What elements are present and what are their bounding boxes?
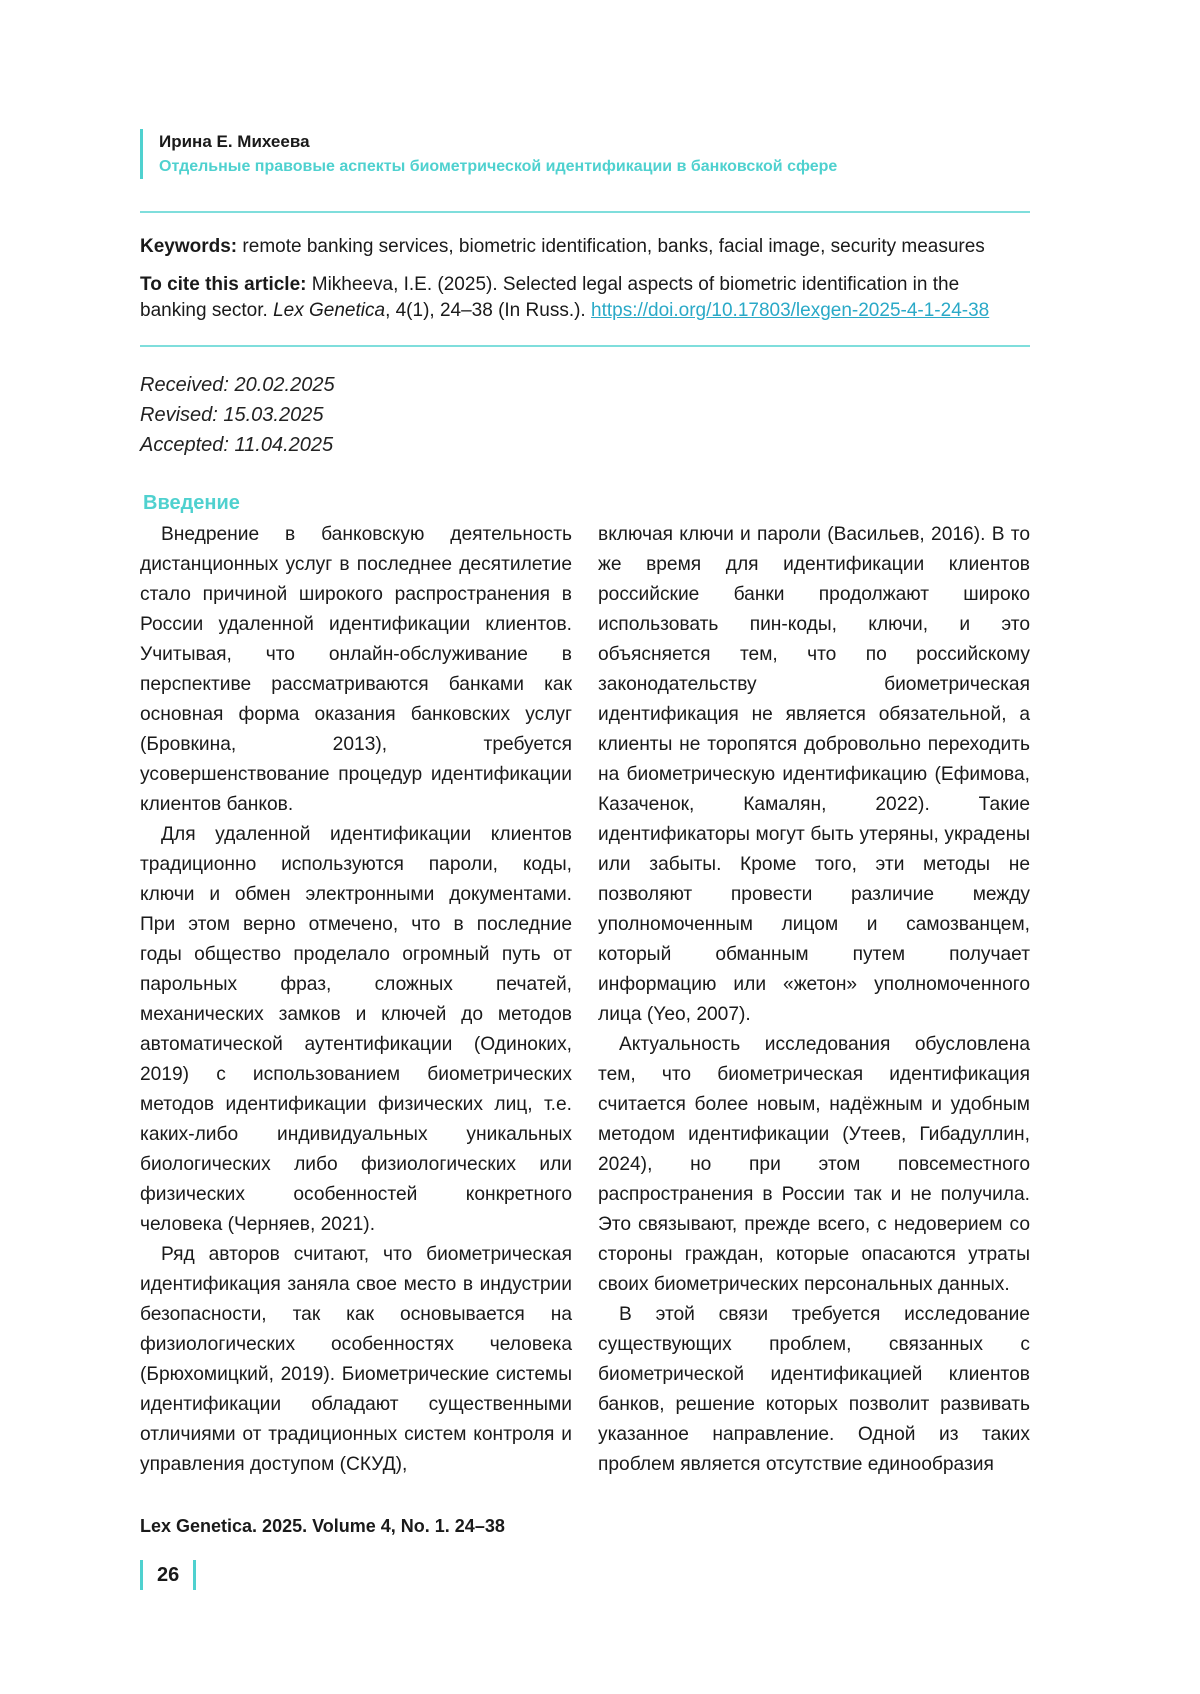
page-number: 26 [140,1560,196,1590]
running-title: Отдельные правовые аспекты биометрической идентификации в банковской сфере [159,158,838,175]
citation-block [140,272,1030,324]
keywords-label: Keywords: [140,236,238,257]
citation-text: Mikheeva, I.E. (2025). Selected legal aspects of biometric identification in the banking sector. [140,274,960,321]
bottom-divider [140,345,1030,347]
running-head [140,129,837,179]
received-date: Received: 20.02.2025 [140,374,335,396]
section-heading: Введение [143,492,240,514]
paragraph: Актуальность исследования обусловлена тем, что биометрическая идентификация считается более новым, надёжным и удобным методом идентификации (Утеев, Гибадуллин, 2024), но при этом повсеместного распространения в России так и не получила. Это связывают, прежде всего, с недоверием со стороны граждан, которые опасаются утраты своих биометрических персональных данных. [598,1034,1030,1295]
accepted-date: Accepted: 11.04.2025 [140,434,334,456]
left-column [140,520,572,1480]
paragraph: В этой связи требуется исследование существующих проблем, связанных с биометрической идентификацией клиентов банков, решение которых позволит развивать указанное направление. Одной из таких проблем является отсутствие единообразия [598,1304,1030,1475]
footer-journal-line: Lex Genetica. 2025. Volume 4, No. 1. 24–38 [140,1516,505,1536]
keywords-block [140,234,1030,260]
paragraph: Для удаленной идентификации клиентов традиционно используются пароли, коды, ключи и обмен электронными документами. При этом верно отмечено, что в последние годы общество проделало огромный путь от парольных фраз, сложных печатей, механических замков и ключей до методов автоматической аутентификации (Одиноких, 2019) с использованием биометрических методов идентификации физических лиц, т.е. каких-либо индивидуальных уникальных биологических либо физиологических или физических особенностей конкретного человека (Черняев, 2021). [140,824,572,1235]
paragraph: включая ключи и пароли (Васильев, 2016). В то же время для идентификации клиентов российские банки продолжают широко использовать пин-коды, ключи, и это объясняется тем, что по российскому законодательству биометрическая идентификация не является обязательной, а клиенты не торопятся добровольно переходить на биометрическую идентификацию (Ефимова, Казаченок, Камалян, 2022). Такие идентификаторы могут быть утеряны, украдены или забыты. Кроме того, эти методы не позволяют провести различие между уполномоченным лицом и самозванцем, который обманным путем получает информацию или «жетон» уполномоченного лица (Yeo, 2007). [598,524,1030,1025]
citation-details: , 4(1), 24–38 (In Russ.). [385,300,586,321]
keywords-text: remote banking services, biometric identification, banks, facial image, security measures [242,236,985,257]
author-name: Ирина Е. Михеева [159,132,310,151]
right-column [598,520,1030,1480]
citation-label: To cite this article: [140,274,307,295]
citation-journal: Lex Genetica [273,300,386,321]
article-dates [140,370,335,460]
paragraph: Ряд авторов считают, что биометрическая идентификация заняла свое место в индустрии безопасности, так как основывается на физиологических особенностях человека (Брюхомицкий, 2019). Биометрические системы идентификации обладают существенными отличиями от традиционных систем контроля и управления доступом (СКУД), [140,1244,572,1475]
top-divider [140,211,1030,213]
doi-link[interactable]: https://doi.org/10.17803/lexgen-2025-4-1-24-38 [591,300,990,321]
revised-date: Revised: 15.03.2025 [140,404,324,426]
paragraph: Внедрение в банковскую деятельность дистанционных услуг в последнее десятилетие стало причиной широкого распространения в России удаленной идентификации клиентов. Учитывая, что онлайн-обслуживание в перспективе рассматриваются банками как основная форма оказания банковских услуг (Бровкина, 2013), требуется усовершенствование процедур идентификации клиентов банков. [140,524,572,815]
